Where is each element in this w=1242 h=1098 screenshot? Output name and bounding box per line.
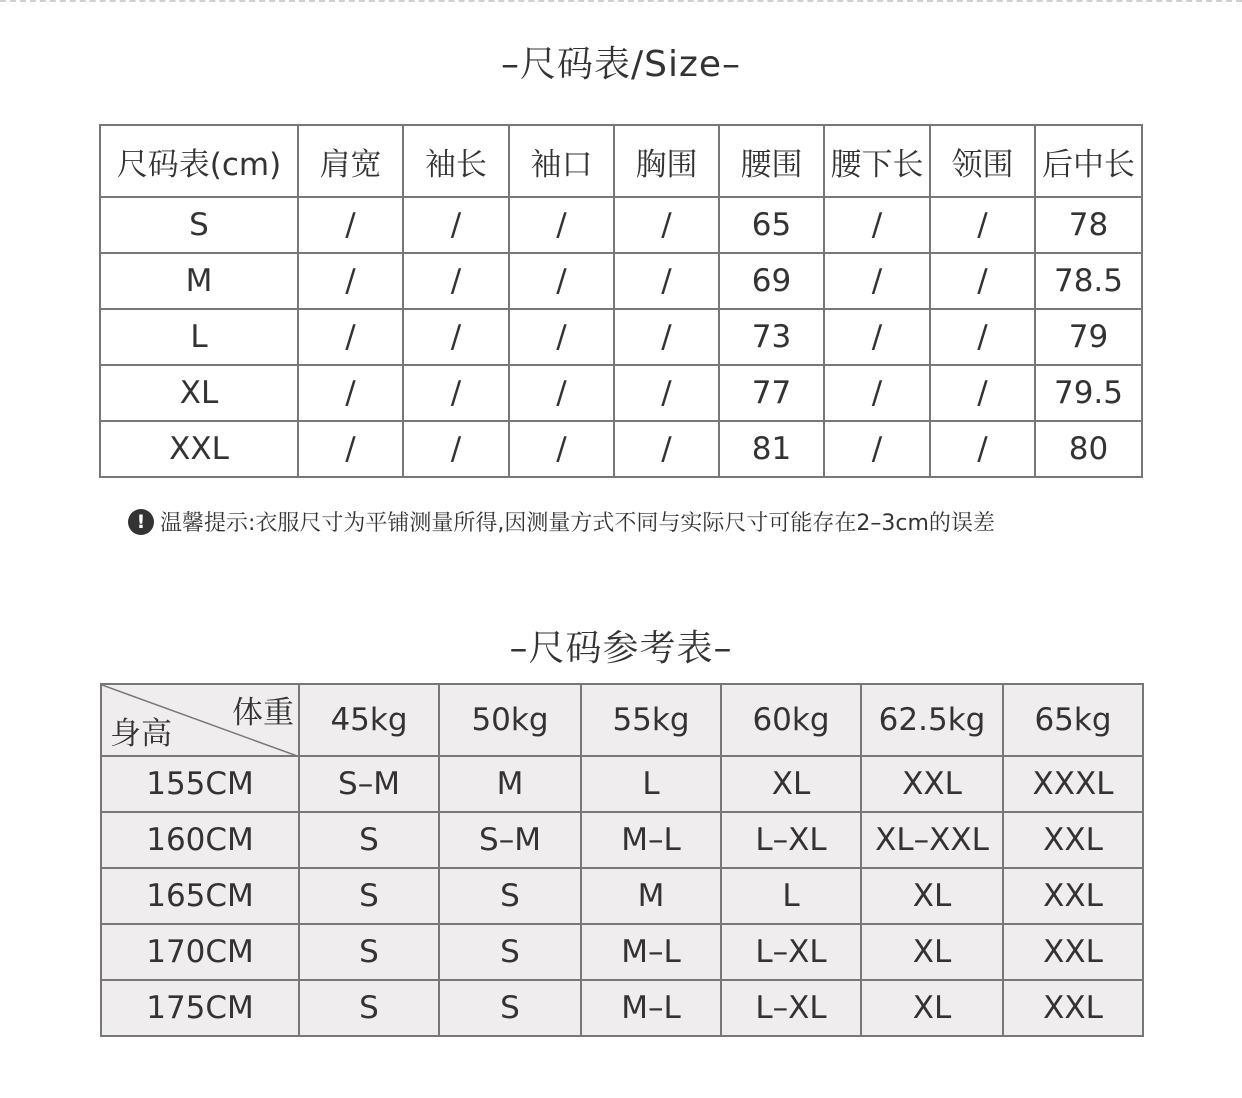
size-reference-cell: M–L [581, 980, 721, 1036]
size-chart-cell: / [403, 365, 509, 421]
size-chart-cell: / [403, 197, 509, 253]
size-chart-table [99, 124, 1143, 478]
size-chart-header: 肩宽 [298, 125, 403, 197]
size-chart-cell: / [614, 421, 719, 477]
size-reference-cell: XL [861, 924, 1003, 980]
size-chart-row [100, 253, 1142, 309]
size-chart-cell: / [824, 421, 930, 477]
size-reference-cell: S [299, 868, 439, 924]
size-chart-cell: / [930, 309, 1035, 365]
size-chart-header: 胸围 [614, 125, 719, 197]
size-chart-cell: / [930, 365, 1035, 421]
size-chart-cell: L [100, 309, 298, 365]
size-reference-header-row [101, 684, 1143, 756]
size-chart-cell: / [824, 253, 930, 309]
size-reference-cell: L–XL [721, 924, 861, 980]
size-chart-header: 腰围 [719, 125, 824, 197]
size-chart-cell: / [614, 197, 719, 253]
size-chart-header-row [100, 125, 1142, 197]
size-chart-cell: / [298, 309, 403, 365]
size-reference-row [101, 868, 1143, 924]
sizing-tip-text: 温馨提示:衣服尺寸为平铺测量所得,因测量方式不同与实际尺寸可能存在2–3cm的误差 [160, 511, 995, 536]
weight-header: 45kg [299, 684, 439, 756]
size-chart-cell: / [509, 309, 614, 365]
height-weight-corner-cell [101, 684, 299, 756]
size-reference-cell: XXL [1003, 812, 1143, 868]
size-reference-cell: XL–XXL [861, 812, 1003, 868]
top-dashed-divider [0, 0, 1242, 2]
size-reference-cell: S [299, 924, 439, 980]
size-chart-header: 尺码表(cm) [100, 125, 298, 197]
size-reference-cell: XL [721, 756, 861, 812]
size-reference-cell: 170CM [101, 924, 299, 980]
size-chart-cell: / [824, 365, 930, 421]
size-chart-cell: / [614, 365, 719, 421]
size-reference-cell: XXL [1003, 924, 1143, 980]
size-reference-cell: L–XL [721, 812, 861, 868]
size-chart-cell: / [509, 253, 614, 309]
size-chart-cell: / [509, 365, 614, 421]
size-reference-cell: L [721, 868, 861, 924]
size-chart-cell: XL [100, 365, 298, 421]
size-reference-cell: S [439, 924, 581, 980]
size-chart-cell: S [100, 197, 298, 253]
size-reference-cell: XL [861, 980, 1003, 1036]
size-chart-cell: / [403, 421, 509, 477]
size-reference-cell: XXXL [1003, 756, 1143, 812]
size-chart-cell: 78 [1035, 197, 1142, 253]
size-chart-row [100, 197, 1142, 253]
size-reference-cell: S [439, 980, 581, 1036]
size-reference-cell: M [581, 868, 721, 924]
exclamation-icon: ! [128, 509, 154, 535]
size-reference-row [101, 980, 1143, 1036]
size-reference-cell: S [439, 868, 581, 924]
size-reference-cell: 155CM [101, 756, 299, 812]
size-reference-title: –尺码参考表– [509, 628, 733, 669]
size-chart-cell: / [930, 197, 1035, 253]
size-chart-cell: / [614, 253, 719, 309]
size-chart-cell: / [403, 309, 509, 365]
size-chart-cell: / [930, 421, 1035, 477]
size-chart-cell: M [100, 253, 298, 309]
size-chart-cell: 77 [719, 365, 824, 421]
size-chart-cell: / [298, 365, 403, 421]
size-reference-cell: L–XL [721, 980, 861, 1036]
size-reference-cell: M–L [581, 924, 721, 980]
weight-axis-label: 体重 [232, 695, 294, 731]
size-chart-header: 袖长 [403, 125, 509, 197]
size-reference-cell: 160CM [101, 812, 299, 868]
size-chart-cell: / [403, 253, 509, 309]
size-reference-cell: S [299, 812, 439, 868]
size-chart-row [100, 421, 1142, 477]
size-reference-row [101, 756, 1143, 812]
size-reference-cell: S [299, 980, 439, 1036]
size-chart-header: 袖口 [509, 125, 614, 197]
size-reference-cell: XXL [861, 756, 1003, 812]
size-reference-cell: M [439, 756, 581, 812]
size-chart-cell: 79 [1035, 309, 1142, 365]
size-chart-header: 后中长 [1035, 125, 1142, 197]
weight-header: 55kg [581, 684, 721, 756]
weight-header: 60kg [721, 684, 861, 756]
weight-header: 65kg [1003, 684, 1143, 756]
size-chart-cell: / [824, 309, 930, 365]
size-chart-cell: 80 [1035, 421, 1142, 477]
sizing-tip [128, 506, 995, 537]
size-chart-header: 领围 [930, 125, 1035, 197]
size-reference-cell: 165CM [101, 868, 299, 924]
size-reference-cell: XL [861, 868, 1003, 924]
size-reference-cell: M–L [581, 812, 721, 868]
size-chart-cell: / [298, 253, 403, 309]
size-chart-cell: / [298, 197, 403, 253]
size-reference-cell: S–M [299, 756, 439, 812]
size-chart-cell: / [930, 253, 1035, 309]
size-reference-row [101, 924, 1143, 980]
size-reference-cell: XXL [1003, 868, 1143, 924]
size-reference-cell: S–M [439, 812, 581, 868]
size-chart-cell: / [824, 197, 930, 253]
size-chart-cell: / [614, 309, 719, 365]
size-chart-cell: 81 [719, 421, 824, 477]
size-reference-cell: L [581, 756, 721, 812]
size-chart-cell: 69 [719, 253, 824, 309]
size-reference-cell: 175CM [101, 980, 299, 1036]
size-chart-cell: / [298, 421, 403, 477]
size-reference-cell: XXL [1003, 980, 1143, 1036]
size-chart-title: –尺码表/Size– [500, 44, 742, 85]
size-chart-cell: / [509, 421, 614, 477]
size-reference-row [101, 812, 1143, 868]
height-axis-label: 身高 [110, 716, 172, 752]
size-chart-cell: / [509, 197, 614, 253]
size-chart-cell: 65 [719, 197, 824, 253]
size-chart-row [100, 309, 1142, 365]
size-chart-cell: 78.5 [1035, 253, 1142, 309]
size-chart-cell: 79.5 [1035, 365, 1142, 421]
size-chart-cell: XXL [100, 421, 298, 477]
weight-header: 62.5kg [861, 684, 1003, 756]
size-chart-row [100, 365, 1142, 421]
size-chart-cell: 73 [719, 309, 824, 365]
weight-header: 50kg [439, 684, 581, 756]
size-chart-header: 腰下长 [824, 125, 930, 197]
size-reference-table [100, 683, 1144, 1037]
